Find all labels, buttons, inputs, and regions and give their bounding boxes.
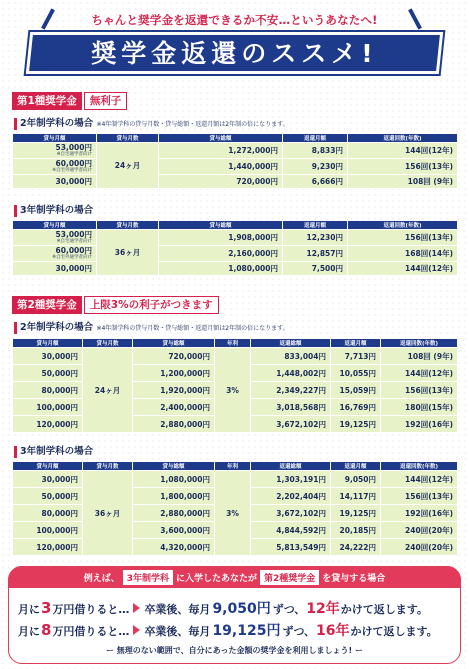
table-row: 53,000円 ※自宅通学者向け 24ヶ月 1,272,000円 8,833円 144回(12年) [13,143,458,159]
section2-note: 上限3%の利子がつきます [84,296,219,314]
s2-two-year-footnote: ※4年制学科の貸与月数・貸与総額・返還月額は2年制の倍になります。 [96,325,289,332]
s2-two-year-table [12,338,458,433]
table-row: 50,000円 1,800,000円 2,202,404円 14,117円 156回(13年) [13,488,458,505]
s1-two-year-title: 2年制学科の場合 ※4年制学科の貸与月数・貸与総額・返還月額は2年制の倍になります。 [14,118,289,130]
section1-note: 無利子 [84,92,128,110]
s1-two-year-footnote: ※4年制学科の貸与月数・貸与総額・返還月額は2年制の倍になります。 [96,121,289,128]
example-line-1: 月に 3 万円借りると… 卒業後、毎月 9,050円 ずつ、 12年 かけて返します。 [18,599,428,617]
section2-tag: 第2種奨学金 [12,296,82,314]
table-row: 60,000円 ※自宅外通学者向け 2,160,000円 12,857円 168回(14年) [13,246,458,262]
section2-heading [12,296,219,314]
table-row: 60,000円 ※自宅外通学者向け 1,440,000円 9,230円 156回(13年) [13,159,458,175]
hero-subtitle: ちゃんと奨学金を返還できるか不安…というあなたへ! [91,13,378,27]
hero-header [18,10,451,80]
table-header-row: 貸与月額 貸与月数 貸与総額 返還月額 返還回数(年数) [13,221,458,230]
arrow-right-icon [133,625,140,635]
hero-title: 奨学金返還のススメ! [91,39,378,68]
table-row: 100,000円 2,400,000円 3,018,568円 16,769円 180回(15年) [13,399,458,416]
s2-three-year-title: 3年制学科の場合 [14,446,93,458]
example-line-2: 月に 8 万円借りると… 卒業後、毎月 19,125円 ずつ、 16年 かけて返します。 [18,621,438,639]
s2-two-year-title: 2年制学科の場合 ※4年制学科の貸与月数・貸与総額・返還月額は2年制の倍になります。 [14,322,289,334]
decor-slash [41,8,55,29]
example-pill-type: 第2種奨学金 [260,570,319,585]
example-pill-course: 3年制学科 [123,570,173,585]
s1-three-year-table [12,220,458,276]
example-footer: ー 無理のない範囲で、自分にあった金額の奨学金を利用しましょう! ー [106,646,363,655]
s1-three-year-title: 3年制学科の場合 [14,205,93,217]
table-row: 50,000円 1,200,000円 1,448,002円 10,055円 144回(12年) [13,365,458,382]
table-row: 30,000円 24ヶ月 720,000円 3% 833,004円 7,713円 108回 (9年) [13,348,458,365]
table-row: 120,000円 4,320,000円 5,813,549円 24,222円 240回(20年) [13,539,458,556]
table-header-row: 貸与月額 貸与月数 貸与総額 年利 返還総額 返還月額 返還回数(年数) [13,339,458,348]
arrow-right-icon [133,603,140,613]
section1-heading [12,92,127,110]
s1-two-year-table [12,133,458,189]
example-heading: 例えば、 3年制学科 に入学したあなたが 第2種奨学金 を貸与する場合 [8,566,461,588]
table-row: 80,000円 2,880,000円 3,672,102円 19,125円 192回(16年) [13,505,458,522]
table-header-row: 貸与月額 貸与月数 貸与総額 年利 返還総額 返還月額 返還回数(年数) [13,462,458,471]
table-row: 100,000円 3,600,000円 4,844,592円 20,185円 240回(20年) [13,522,458,539]
table-header-row: 貸与月額 貸与月数 貸与総額 返還月額 返還回数(年数) [13,134,458,143]
table-row: 30,000円 1,080,000円 7,500円 144回(12年) [13,262,458,276]
decor-slash [408,8,422,29]
section1-tag: 第1種奨学金 [12,92,82,110]
table-row: 53,000円 ※自宅通学者向け 36ヶ月 1,908,000円 12,230円 156回(13年) [13,230,458,246]
table-row: 120,000円 2,880,000円 3,672,102円 19,125円 192回(16年) [13,416,458,433]
table-row: 80,000円 1,920,000円 2,349,227円 15,059円 156回(13年) [13,382,458,399]
s2-three-year-table [12,461,458,556]
table-row: 30,000円 720,000円 6,666円 108回 (9年) [13,175,458,189]
table-row: 30,000円 36ヶ月 1,080,000円 3% 1,303,191円 9,050円 144回(12年) [13,471,458,488]
